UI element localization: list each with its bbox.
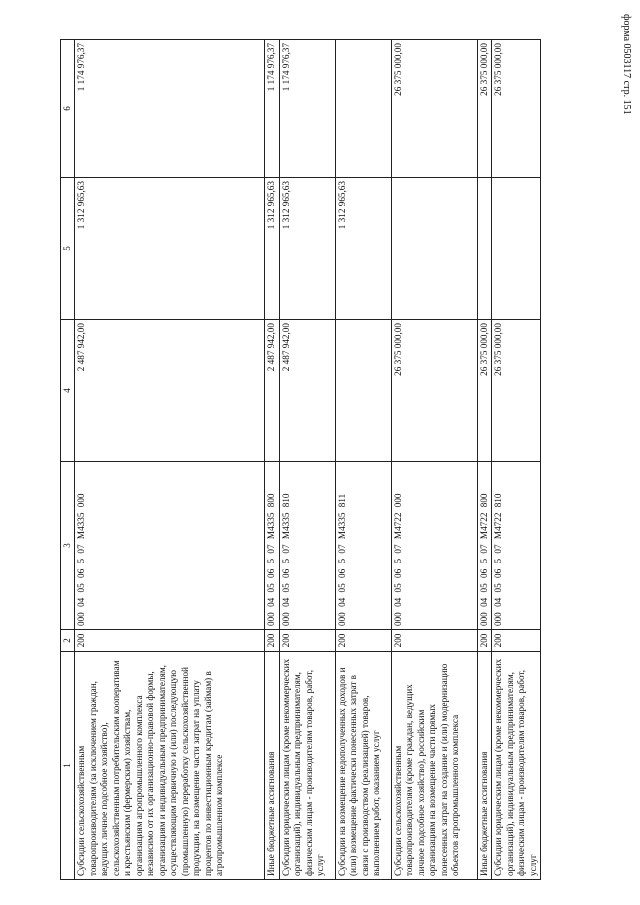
- table-row: [75, 40, 265, 880]
- row-approved: 26 375 000,00: [391, 320, 477, 462]
- row-executed: [391, 178, 477, 320]
- row-code: 200: [477, 630, 492, 652]
- row-unexecuted: [335, 40, 391, 178]
- column-header: 6: [61, 40, 75, 178]
- row-name: Иные бюджетные ассигнования: [265, 652, 280, 880]
- row-code: 200: [391, 630, 477, 652]
- row-unexecuted: 26 375 000,00: [492, 40, 541, 178]
- row-name: Субсидии сельскохозяйственным товаропроизводителям (за исключением граждан, ведущих личное подсобное хозяйство), сельскохозяйственным потребительским кооперативам и крестьянским (фермерским) хозяйствам, организациям агропромышленного комплекса независимо от их организационно-правовой формы, организациям и индивидуальным предпринимателям, осуществляющим первичную и (или) последующую (промышленную) переработку сельскохозяйственной продукции, на возмещение части затрат на уплату процентов по инвестиционным кредитам (займам) в агропромышленном комплексе: [75, 652, 265, 880]
- row-kbk: 000 04 05 06 5 07 М4335 800: [265, 462, 280, 630]
- row-code: 200: [265, 630, 280, 652]
- row-approved: 2 487 942,00: [265, 320, 280, 462]
- row-executed: [477, 178, 492, 320]
- table-row: [492, 40, 541, 880]
- table-row: [335, 40, 391, 880]
- row-kbk: 000 04 05 06 5 07 М4722 810: [492, 462, 541, 630]
- form-label: форма 0503117 стр. 151: [621, 14, 632, 115]
- column-header: 1: [61, 652, 75, 880]
- column-header: 5: [61, 178, 75, 320]
- table-header-row: [61, 40, 75, 880]
- table-row: [265, 40, 280, 880]
- row-code: 200: [335, 630, 391, 652]
- row-approved: 26 375 000,00: [477, 320, 492, 462]
- table-row: [279, 40, 335, 880]
- row-approved: 26 375 000,00: [492, 320, 541, 462]
- row-name: Субсидии на возмещение недополученных доходов и (или) возмещение фактически понесенных затрат в связи с производством (реализацией) товаров, выполнением работ, оказанием услуг: [335, 652, 391, 880]
- table-row: [391, 40, 477, 880]
- row-executed: 1 312 965,63: [75, 178, 265, 320]
- row-code: 200: [75, 630, 265, 652]
- row-executed: [492, 178, 541, 320]
- row-executed: 1 312 965,63: [265, 178, 280, 320]
- row-kbk: 000 04 05 06 5 07 М4722 000: [391, 462, 477, 630]
- row-unexecuted: 26 375 000,00: [477, 40, 492, 178]
- row-code: 200: [492, 630, 541, 652]
- row-unexecuted: 1 174 976,37: [279, 40, 335, 178]
- row-name: Субсидии юридическим лицам (кроме некоммерческих организаций), индивидуальным предпринимателям, физическим лицам - производителям товаров, работ, услуг: [492, 652, 541, 880]
- row-approved: [335, 320, 391, 462]
- column-header: 2: [61, 630, 75, 652]
- column-header: 4: [61, 320, 75, 462]
- row-name: Субсидии сельскохозяйственным товаропроизводителям (кроме граждан, ведущих личное подсобное хозяйство), российским организациям на возмещение части прямых понесенных затрат на создание и (или) модернизацию объектов агропромышленного комплекса: [391, 652, 477, 880]
- row-kbk: 000 04 05 06 5 07 М4335 810: [279, 462, 335, 630]
- row-kbk: 000 04 05 06 5 07 М4335 000: [75, 462, 265, 630]
- row-kbk: 000 04 05 06 5 07 М4722 800: [477, 462, 492, 630]
- row-name: Иные бюджетные ассигнования: [477, 652, 492, 880]
- budget-table: [60, 39, 541, 880]
- row-unexecuted: 1 174 976,37: [75, 40, 265, 178]
- row-unexecuted: 26 375 000,00: [391, 40, 477, 178]
- row-name: Субсидии юридическим лицам (кроме некоммерческих организаций), индивидуальным предпринимателям, физическим лицам - производителям товаров, работ, услуг: [279, 652, 335, 880]
- row-kbk: 000 04 05 06 5 07 М4335 811: [335, 462, 391, 630]
- row-code: 200: [279, 630, 335, 652]
- row-unexecuted: 1 174 976,37: [265, 40, 280, 178]
- row-approved: 2 487 942,00: [75, 320, 265, 462]
- row-approved: 2 487 942,00: [279, 320, 335, 462]
- rotated-page: [60, 40, 580, 880]
- table-row: [477, 40, 492, 880]
- column-header: 3: [61, 462, 75, 630]
- row-executed: 1 312 965,63: [335, 178, 391, 320]
- row-executed: 1 312 965,63: [279, 178, 335, 320]
